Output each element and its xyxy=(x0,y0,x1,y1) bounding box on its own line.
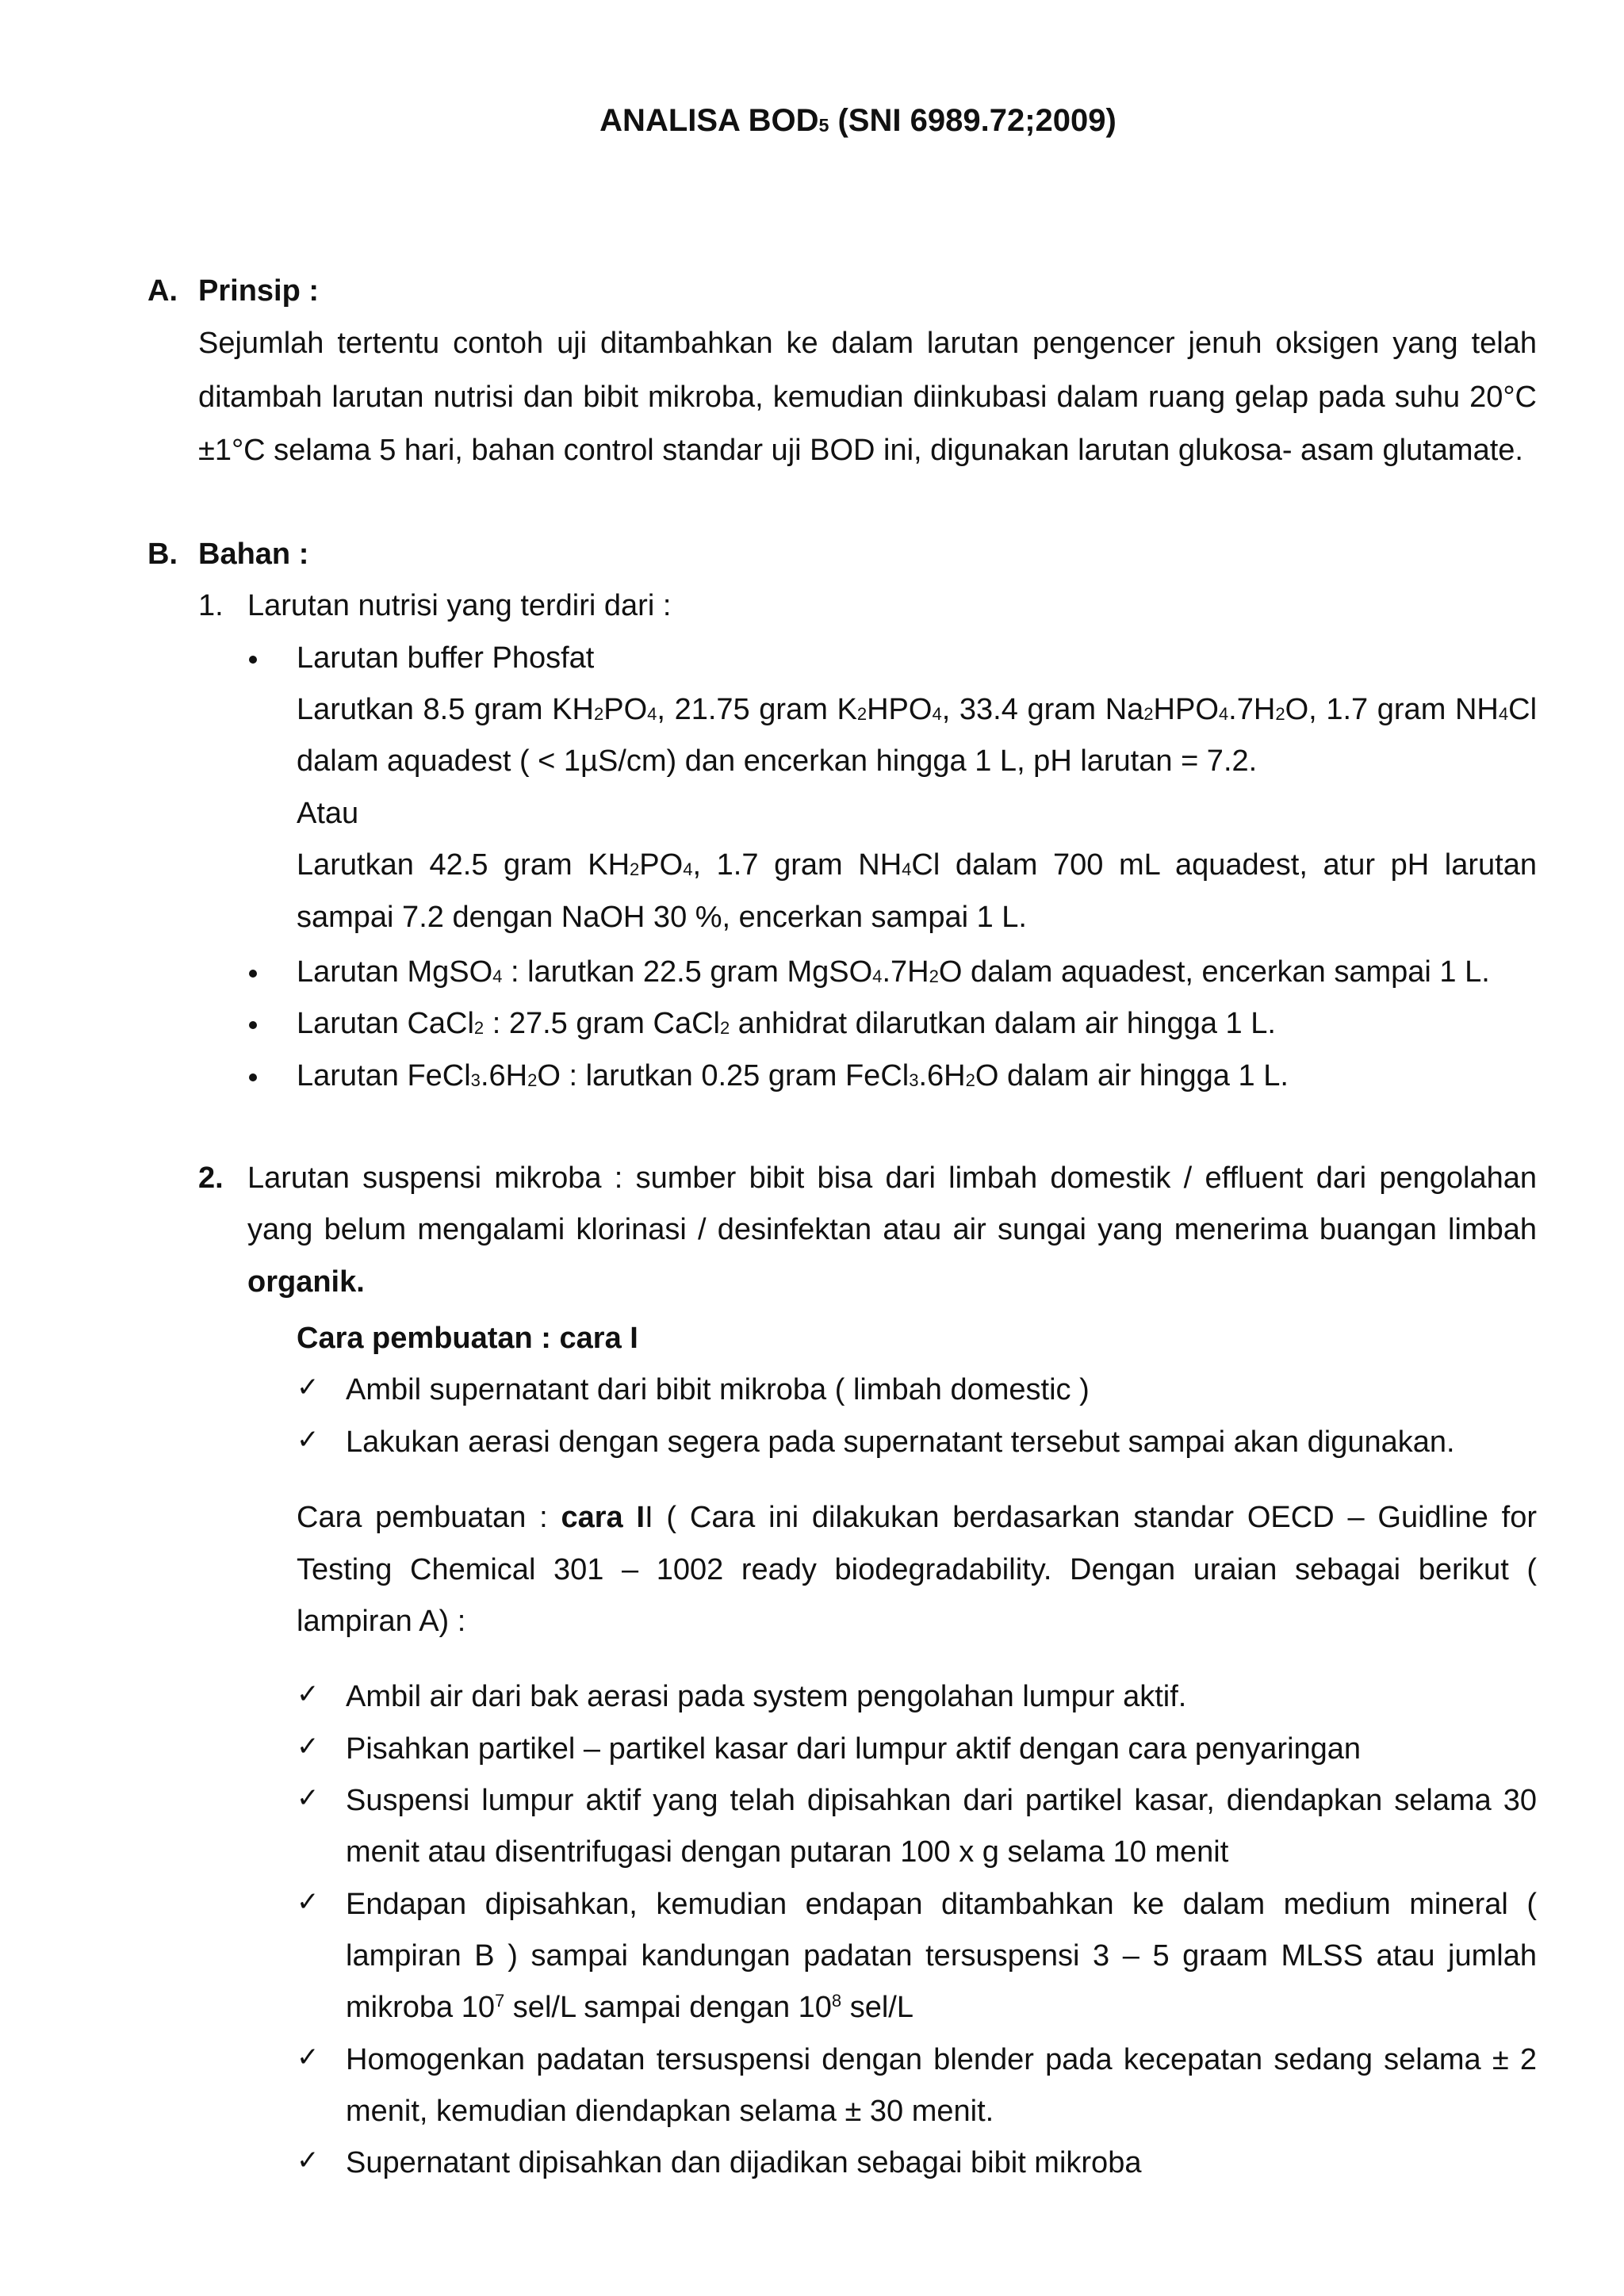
bullet-cacl2: Larutan CaCl$_2$ : 27.5 gram CaCl$_2$ anhidrat dilarutkan dalam air hingga 1 L. xyxy=(247,998,1537,1050)
cara1-list xyxy=(297,1364,1537,1468)
atau-label: Atau xyxy=(297,796,359,830)
check-icon: ✓ xyxy=(297,1678,320,1711)
item-text: Larutan nutrisi yang terdiri dari : xyxy=(247,589,672,623)
check-icon: ✓ xyxy=(297,1372,320,1404)
section-letter: A. xyxy=(147,274,178,308)
check-icon: ✓ xyxy=(297,1423,320,1456)
list-item-1 xyxy=(198,580,1537,1102)
item-number: 1. xyxy=(198,589,224,623)
bullet-title: Larutan buffer Phosfat xyxy=(297,641,595,675)
bullet-buffer-phosfat xyxy=(247,633,1537,943)
check-item: ✓ Ambil supernatant dari bibit mikroba ( limbah domestic ) xyxy=(297,1364,1537,1416)
prinsip-paragraph: Sejumlah tertentu contoh uji ditambahkan ke dalam larutan pengencer jenuh oksigen yang telah ditambah larutan nutrisi dan bibit mikroba, kemudian diinkubasi dalam ruang gelap pada suhu 20°C ±1°C selama 5 hari, bahan control standar uji BOD ini, digunakan larutan glukosa- asam glutamate. xyxy=(198,327,1537,468)
bullet-icon xyxy=(247,947,297,998)
bullet-list xyxy=(247,633,1537,1102)
bullet-icon xyxy=(247,633,297,943)
check-item: ✓ Homogenkan padatan tersuspensi dengan blender pada kecepatan sedang selama ± 2 menit, kemudian diendapkan selama ± 30 menit. xyxy=(297,2034,1537,2138)
section-heading: Prinsip : xyxy=(198,274,320,308)
buffer-recipe-1: Larutkan 8.5 gram $KH_2PO_4$, 21.75 gram $K_2HPO_4$, 33.4 gram $Na_2HPO_4.7H_2O$, 1.7 gram $NH_4Cl$ dalam aquadest ( < 1µS/cm) dan encerkan hingga 1 L, pH larutan = 7.2. xyxy=(297,693,1538,779)
bullet-mgso4: Larutan MgSO$_4$ : larutkan 22.5 gram $MgSO_4.7H_2O$ dalam aquadest, encerkan sampai 1 L. xyxy=(247,947,1537,998)
check-icon: ✓ xyxy=(297,1885,320,1918)
check-item: ✓ Lakukan aerasi dengan segera pada supernatant tersebut sampai akan digunakan. xyxy=(297,1417,1537,1468)
item-number: 2. xyxy=(198,1161,224,1195)
bullet-fecl3: Larutan $FeCl_3.6H_2O$ : larutkan 0.25 gram $FeCl_3.6H_2O$ dalam air hingga 1 L. xyxy=(247,1050,1537,1102)
check-icon: ✓ xyxy=(297,1730,320,1762)
cara2-paragraph: Cara pembuatan : cara II ( Cara ini dilakukan berdasarkan standar OECD – Guidline for Testing Chemical 301 – 1002 ready biodegradability. Dengan uraian sebagai berikut ( lampiran A) : xyxy=(297,1501,1537,1638)
list-item-2 xyxy=(198,1153,1537,2190)
check-item: ✓ Pisahkan partikel – partikel kasar dari lumpur aktif dengan cara penyaringan xyxy=(297,1724,1537,1775)
bullet-icon xyxy=(247,998,297,1050)
page-title: ANALISA $BOD_5$ (SNI 6989.72;2009) xyxy=(599,103,1116,138)
check-item: ✓ Endapan dipisahkan, kemudian endapan ditambahkan ke dalam medium mineral ( lampiran B ) sampai kandungan padatan tersuspensi 3 – 5 graam MLSS atau jumlah mikroba $10^7$ sel/L sampai dengan $10^8$ sel/L xyxy=(297,1879,1537,2034)
check-icon: ✓ xyxy=(297,1781,320,1814)
cara1-heading: Cara pembuatan : cara I xyxy=(297,1322,638,1356)
buffer-recipe-2: Larutkan 42.5 gram $KH_2PO_4$, 1.7 gram $NH_4Cl$ dalam 700 mL aquadest, atur pH larutan sampai 7.2 dengan NaOH 30 %, encerkan sampai 1 L. xyxy=(297,848,1537,934)
cara2-list xyxy=(297,1671,1537,2190)
check-icon: ✓ xyxy=(297,2041,320,2073)
check-item: ✓ Suspensi lumpur aktif yang telah dipisahkan dari partikel kasar, diendapkan selama 30 menit atau disentrifugasi dengan putaran 100 x g selama 10 menit xyxy=(297,1775,1537,1879)
check-item: ✓ Ambil air dari bak aerasi pada system pengolahan lumpur aktif. xyxy=(297,1671,1537,1723)
section-bahan xyxy=(147,529,1537,2190)
check-item: ✓ Supernatant dipisahkan dan dijadikan sebagai bibit mikroba xyxy=(297,2137,1537,2189)
item-text: Larutan suspensi mikroba : sumber bibit bisa dari limbah domestik / effluent dari pengolahan yang belum mengalami klorinasi / desinfektan atau air sungai yang menerima buangan limbah organik. xyxy=(247,1161,1537,1299)
bullet-icon xyxy=(247,1050,297,1102)
check-icon: ✓ xyxy=(297,2145,320,2177)
section-heading: Bahan : xyxy=(198,538,309,572)
section-letter: B. xyxy=(147,538,178,572)
section-prinsip xyxy=(147,266,1537,478)
